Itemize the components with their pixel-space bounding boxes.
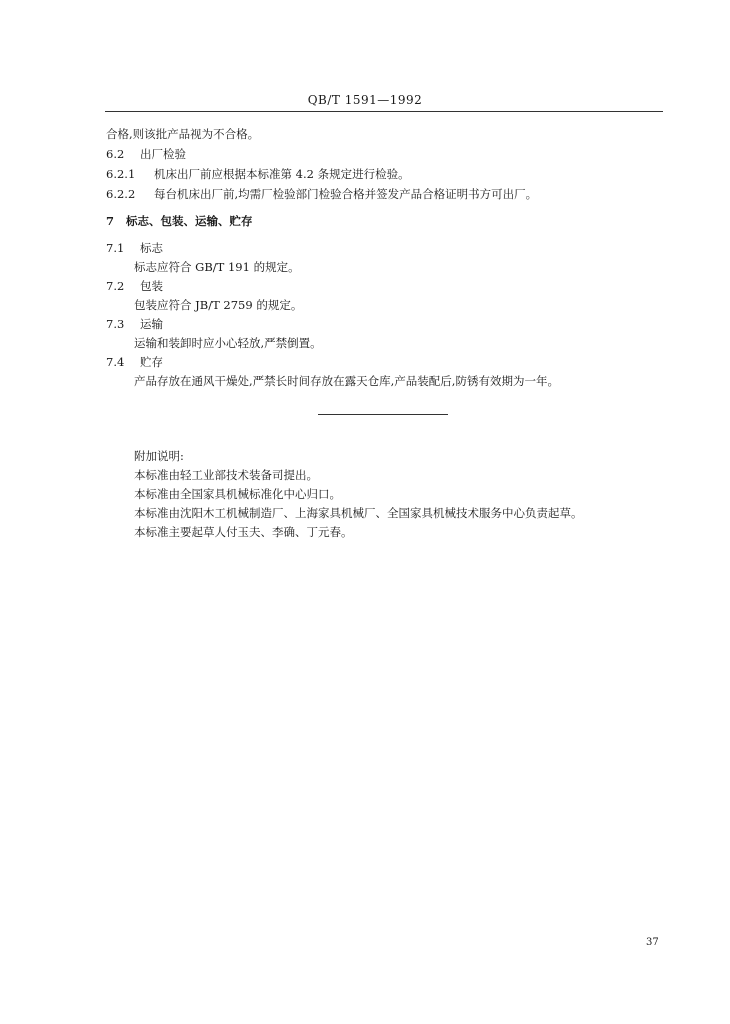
clause-7-2 bbox=[106, 278, 163, 294]
page-header: QB/T 1591—1992 bbox=[307, 93, 423, 107]
paragraph-line: 合格,则该批产品视为不合格。 bbox=[106, 127, 260, 141]
clause-text: 机床出厂前应根据本标准第 4.2 条规定进行检验。 bbox=[154, 167, 410, 181]
note-line: 本标准由全国家具机械标准化中心归口。 bbox=[134, 487, 341, 501]
clause-7-2-text: 包装应符合 JB/T 2759 的规定。 bbox=[134, 298, 303, 312]
clause-title: 标志 bbox=[140, 241, 163, 255]
clause-number: 7.4 bbox=[106, 355, 125, 369]
end-of-text-rule bbox=[318, 414, 448, 415]
note-line: 本标准由沈阳木工机械制造厂、上海家具机械厂、全国家具机械技术服务中心负责起草。 bbox=[134, 506, 583, 520]
clause-number: 7.2 bbox=[106, 279, 125, 293]
page-number: 37 bbox=[646, 937, 659, 948]
note-line: 本标准主要起草人付玉夫、李确、丁元春。 bbox=[134, 525, 353, 539]
clause-7-3 bbox=[106, 316, 163, 332]
clause-6-2-2 bbox=[106, 186, 537, 202]
clause-title: 贮存 bbox=[140, 355, 163, 369]
clause-number: 6.2.1 bbox=[106, 167, 136, 181]
section-7-heading bbox=[106, 213, 253, 229]
clause-6-2-1 bbox=[106, 166, 410, 182]
clause-6-2 bbox=[106, 146, 186, 162]
clause-number: 6.2.2 bbox=[106, 187, 136, 201]
clause-title: 包装 bbox=[140, 279, 163, 293]
clause-7-4 bbox=[106, 354, 163, 370]
note-line: 本标准由轻工业部技术装备司提出。 bbox=[134, 468, 318, 482]
clause-7-1-text: 标志应符合 GB/T 191 的规定。 bbox=[134, 260, 300, 274]
clause-number: 7.3 bbox=[106, 317, 125, 331]
clause-7-1 bbox=[106, 240, 163, 256]
clause-number: 7.1 bbox=[106, 241, 125, 255]
section-number: 7 bbox=[106, 214, 115, 228]
section-title: 标志、包装、运输、贮存 bbox=[126, 214, 253, 228]
notes-title: 附加说明: bbox=[134, 449, 184, 463]
clause-title: 出厂检验 bbox=[140, 147, 186, 161]
clause-number: 6.2 bbox=[106, 147, 125, 161]
clause-text: 每台机床出厂前,均需厂检验部门检验合格并签发产品合格证明书方可出厂。 bbox=[154, 187, 538, 201]
clause-title: 运输 bbox=[140, 317, 163, 331]
clause-7-4-text: 产品存放在通风干燥处,严禁长时间存放在露天仓库,产品装配后,防锈有效期为一年。 bbox=[134, 374, 559, 388]
clause-7-3-text: 运输和装卸时应小心轻放,严禁倒置。 bbox=[134, 336, 322, 350]
header-rule bbox=[105, 111, 663, 112]
